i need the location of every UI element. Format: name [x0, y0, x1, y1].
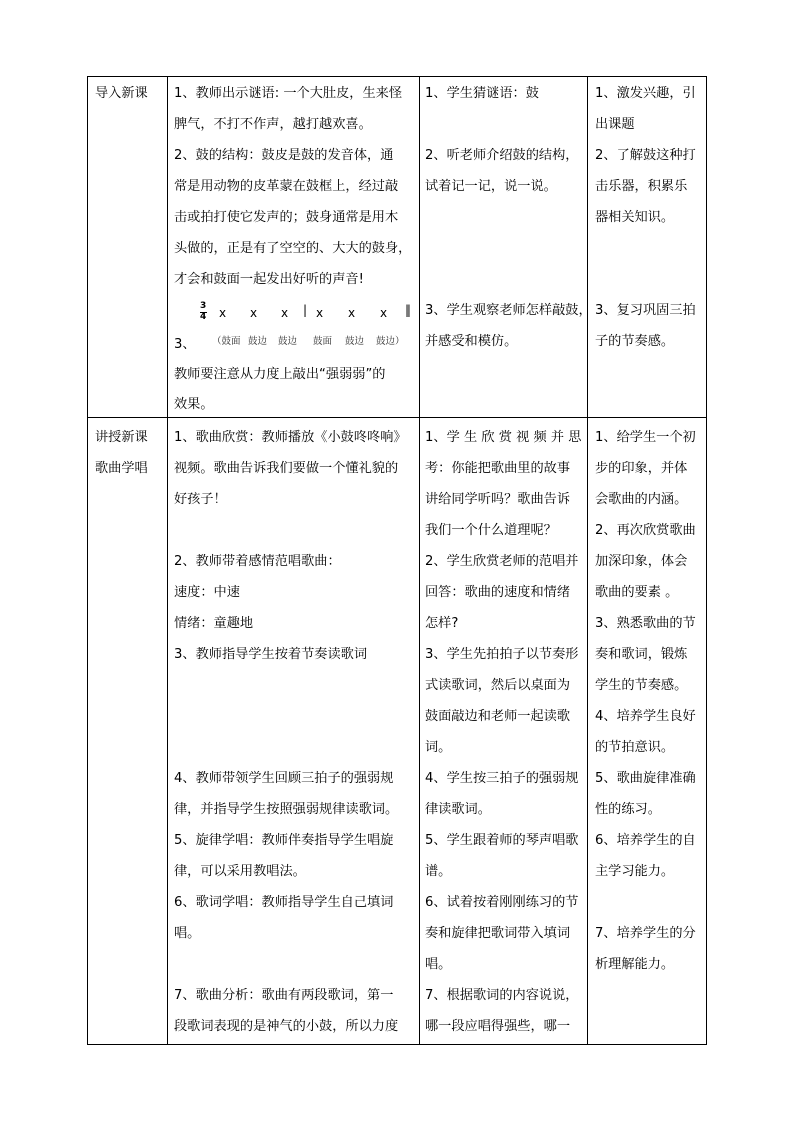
text-line: 词。 — [425, 740, 452, 755]
text-line: 7、根据歌词的内容说说， — [425, 988, 579, 1003]
text-line: 2、鼓的结构：鼓皮是鼓的发音体，通 — [174, 148, 394, 163]
text-line: 歌曲的要素 。 — [595, 585, 679, 600]
text-line: 的节拍意识。 — [595, 740, 675, 755]
rhythm-note: x — [380, 306, 388, 320]
text-line: 考：你能把歌曲里的故事 — [425, 461, 571, 476]
rhythm-note: x — [348, 306, 356, 320]
rhythm-note: x — [281, 306, 289, 320]
text-line: 奏和旋律把歌词带入填词 — [425, 926, 571, 941]
text-line: 好孩子！ — [174, 492, 227, 507]
text-line: 1、学生猜谜语：鼓 — [425, 86, 539, 101]
end-bar-line: ‖ — [405, 303, 411, 317]
text-line: 2、教师带着感情范唱歌曲： — [174, 554, 341, 569]
text-line: 哪一段应唱得强些，哪一 — [425, 1019, 571, 1034]
text-line: 4、培养学生良好 — [595, 709, 696, 724]
text-line: 性的练习。 — [595, 802, 661, 817]
rhythm-note: x — [250, 306, 258, 320]
rhythm-label: 鼓边） — [376, 336, 405, 347]
text-line: 6、歌词学唱：教师指导学生自己填词 — [174, 895, 394, 910]
time-signature-bottom: 4 — [200, 312, 207, 322]
text-line: 我们一个什么道理呢？ — [425, 523, 557, 538]
text-line: 2、学生欣赏老师的范唱并 — [425, 554, 579, 569]
text-line: 段歌词表现的是神气的小鼓，所以力度 — [174, 1019, 399, 1034]
text-line: 律，并指导学生按照强弱规律读歌词。 — [174, 802, 399, 817]
text-line: 7、歌曲分析：歌曲有两段歌词，第一 — [174, 988, 394, 1003]
text-line: 加深印象，体会 — [595, 554, 688, 569]
text-line: 出课题 — [595, 117, 635, 132]
rhythm-notation — [200, 301, 420, 351]
text-line: 1、教师出示谜语: 一个大肚皮，生来怪 — [174, 86, 403, 101]
text-line: 视频。歌曲告诉我们要做一个懂礼貌的 — [174, 461, 399, 476]
row-header-text: 讲授新课 — [95, 430, 148, 445]
text-line: 律读歌词。 — [425, 802, 491, 817]
rhythm-label: 鼓边 — [248, 336, 268, 347]
text-line: 1、学 生 欣 赏 视 频 并 思 — [425, 430, 582, 445]
rhythm-note: x — [316, 306, 324, 320]
text-line: 6、培养学生的自 — [595, 833, 696, 848]
text-line: 回答：歌曲的速度和情绪 — [425, 585, 571, 600]
text-line: 式读歌词，然后以桌面为 — [425, 678, 571, 693]
rhythm-label: （鼓面 — [212, 336, 241, 347]
text-line: 才会和鼓面一起发出好听的声音! — [174, 272, 364, 287]
row-header-text: 歌曲学唱 — [95, 461, 148, 476]
text-line: 3、熟悉歌曲的节 — [595, 616, 696, 631]
text-line: 试着记一记，说一说。 — [425, 179, 557, 194]
text-line: 鼓面敲边和老师一起读歌 — [425, 709, 571, 724]
text-line: 主学习能力。 — [595, 864, 675, 879]
text-line: 3、学生先拍拍子以节奏形 — [425, 647, 579, 662]
rhythm-label: 鼓边 — [345, 336, 365, 347]
text-line: 常是用动物的皮革蒙在鼓框上，经过敲 — [174, 179, 399, 194]
text-line: 5、学生跟着师的琴声唱歌 — [425, 833, 579, 848]
text-line: 教师要注意从力度上敲出“强弱弱”的 — [174, 367, 386, 382]
text-line: 速度：中速 — [174, 585, 240, 600]
text-line: 析理解能力。 — [595, 957, 675, 972]
rhythm-label: 鼓边 — [278, 336, 298, 347]
bar-line: | — [303, 303, 308, 317]
text-line: 5、旋律学唱：教师伴奏指导学生唱旋 — [174, 833, 394, 848]
text-line: 头做的，正是有了空空的、大大的鼓身， — [174, 241, 412, 256]
column-divider — [419, 76, 420, 1045]
text-line: 3、 — [174, 337, 196, 352]
text-line: 律，可以采用教唱法。 — [174, 864, 306, 879]
row-header-text: 导入新课 — [95, 86, 148, 101]
text-line: 6、试着按着刚刚练习的节 — [425, 895, 579, 910]
text-line: 器相关知识。 — [595, 210, 675, 225]
column-divider — [587, 76, 588, 1045]
text-line: 1、给学生一个初 — [595, 430, 696, 445]
text-line: 讲给同学听吗？歌曲告诉 — [425, 492, 571, 507]
text-line: 2、再次欣赏歌曲 — [595, 523, 696, 538]
lesson-table — [87, 76, 707, 1045]
text-line: 2、听老师介绍鼓的结构， — [425, 148, 579, 163]
text-line: 唱。 — [174, 926, 201, 941]
rhythm-label: 鼓面 — [313, 336, 333, 347]
text-line: 并感受和模仿。 — [425, 334, 518, 349]
column-divider — [167, 76, 168, 1045]
text-line: 脾气，不打不作声，越打越欢喜。 — [174, 117, 372, 132]
text-line: 步的印象，并体 — [595, 461, 688, 476]
text-line: 情绪：童趣地 — [174, 616, 254, 631]
text-line: 4、学生按三拍子的强弱规 — [425, 771, 579, 786]
text-line: 击乐器，积累乐 — [595, 179, 688, 194]
text-line: 3、教师指导学生按着节奏读歌词 — [174, 647, 368, 662]
text-line: 1、激发兴趣，引 — [595, 86, 696, 101]
time-signature-top: 3 — [200, 301, 207, 311]
text-line: 3、复习巩固三拍 — [595, 303, 696, 318]
text-line: 3、学生观察老师怎样敲鼓， — [425, 303, 592, 318]
text-line: 1、歌曲欣赏：教师播放《小鼓咚咚响》 — [174, 430, 407, 445]
text-line: 效果。 — [174, 397, 214, 412]
rhythm-note: x — [219, 306, 227, 320]
text-line: 2、了解鼓这种打 — [595, 148, 696, 163]
text-line: 唱。 — [425, 957, 452, 972]
text-line: 会歌曲的内涵。 — [595, 492, 688, 507]
text-line: 7、培养学生的分 — [595, 926, 696, 941]
text-line: 击或拍打使它发声的；鼓身通常是用木 — [174, 210, 399, 225]
text-line: 4、教师带领学生回顾三拍子的强弱规 — [174, 771, 394, 786]
text-line: 子的节奏感。 — [595, 334, 675, 349]
text-line: 5、歌曲旋律准确 — [595, 771, 696, 786]
text-line: 怎样? — [425, 616, 459, 631]
text-line: 学生的节奏感。 — [595, 678, 688, 693]
text-line: 奏和歌词，锻炼 — [595, 647, 688, 662]
text-line: 谱。 — [425, 864, 452, 879]
